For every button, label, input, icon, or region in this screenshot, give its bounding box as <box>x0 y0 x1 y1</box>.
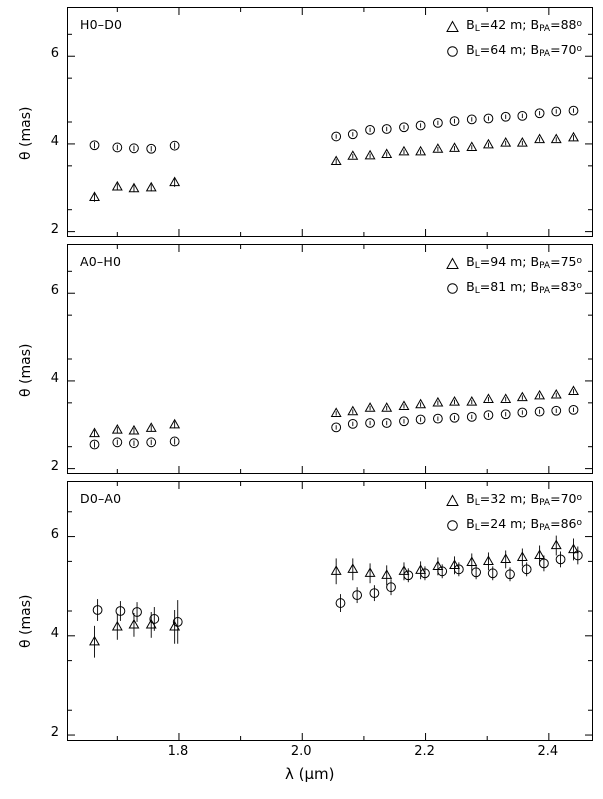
legend-text: $B_L=24$ m; $B_{PA}=86^o$ <box>466 516 582 533</box>
ytick-label: 2 <box>50 221 59 237</box>
legend-text: $B_L=32$ m; $B_{PA}=70^o$ <box>466 491 582 508</box>
panel-label-h0-d0: H0–D0 <box>80 17 123 32</box>
legend-text: $B_L=64$ m; $B_{PA}=70^o$ <box>466 42 582 59</box>
xtick-label: 2.0 <box>290 744 312 759</box>
ylabel-panel1: θ (mas) <box>18 106 34 160</box>
xtick-label: 2.2 <box>414 744 435 759</box>
ytick-label: 2 <box>50 725 59 741</box>
plot-canvas-h0-d0 <box>68 8 592 236</box>
panel-a0-h0 <box>67 244 593 474</box>
ylabel-panel3: θ (mas) <box>18 594 34 648</box>
ylabel-panel2: θ (mas) <box>18 343 34 397</box>
panel-label-a0-h0: A0–H0 <box>80 254 122 269</box>
ytick-label: 4 <box>50 370 59 386</box>
ytick-label: 6 <box>50 46 59 62</box>
ytick-label: 4 <box>50 625 59 641</box>
ytick-label: 6 <box>50 526 59 542</box>
panel-d0-a0 <box>67 481 593 741</box>
plot-canvas-d0-a0 <box>68 482 592 740</box>
ytick-label: 6 <box>50 283 59 299</box>
xtick-label: 2.4 <box>537 744 559 759</box>
xtick-label: 1.8 <box>167 744 189 759</box>
xlabel: λ (μm) <box>285 765 335 783</box>
panel-label-d0-a0: D0–A0 <box>80 491 122 506</box>
legend-text: $B_L=94$ m; $B_{PA}=75^o$ <box>466 254 582 271</box>
ytick-label: 2 <box>50 458 59 474</box>
legend-text: $B_L=81$ m; $B_{PA}=83^o$ <box>466 279 582 296</box>
plot-canvas-a0-h0 <box>68 245 592 473</box>
ytick-label: 4 <box>50 133 59 149</box>
legend-text: $B_L=42$ m; $B_{PA}=88^o$ <box>466 17 582 34</box>
panel-h0-d0 <box>67 7 593 237</box>
